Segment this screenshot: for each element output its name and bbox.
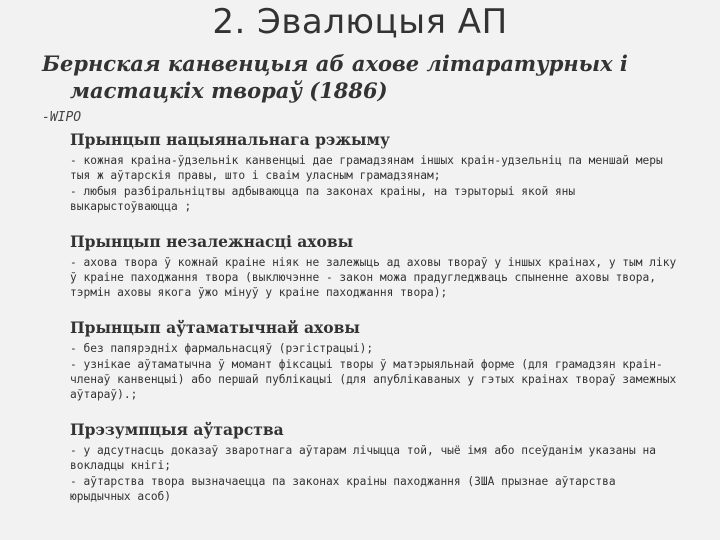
list-item: - кожная краіна-ўдзельнік канвенцыі дае грамадзянам іншых краін-удзельніц па меншай меры тыя ж аўтарскія правы, што і сваім уласным грамадзянам; — [70, 154, 663, 182]
list-item: - узнікае аўтаматычна ў момант фіксацыі творы ў матэрыяльнай форме (для грамадзян краін-членаў канвенцыі) або першай публікацыі (для апублікаваных у гэтых краінах твораў замежных аўтараў).; — [70, 358, 677, 401]
section-heading: Прынцып нацыянальнага рэжыму — [70, 130, 390, 149]
list-item: - любыя разбіральніцтвы адбываюцца па законах краіны, на тэрыторыі якой яны выкарыстоўваюцца ; — [70, 185, 576, 213]
list-item: - аўтарства твора вызначаецца па законах краіны паходжання (ЗША прызнае аўтарства юрыдычных асоб) — [70, 475, 616, 503]
section-national-treatment — [70, 130, 682, 215]
list-item: - у адсутнасць доказаў зваротнага аўтарам лічыцца той, чыё імя або псеўданім указаны на вокладцы кнігі; — [70, 444, 656, 472]
section-independence — [70, 232, 682, 301]
list-item: - без папярэдніх фармальнасцяў (рэгістрацыі); — [70, 342, 374, 355]
list-item: - ахова твора ў кожнай краіне ніяк не залежыць ад аховы твораў у іншых краінах, у тым ліку ў краіне паходжання твора (выключэнне - закон можа прадугледжваць спыненне аховы твора, тэрмін аховы якога ўжо мінуў у краіне паходжання твора); — [70, 256, 677, 299]
slide-title: 2. Эвалюцыя АП — [212, 2, 508, 42]
organization-label: -WIPO — [42, 110, 82, 125]
section-heading: Прынцып незалежнасці аховы — [70, 232, 354, 251]
section-heading: Прынцып аўтаматычнай аховы — [70, 318, 360, 337]
section-automatic-protection — [70, 318, 682, 403]
section-heading: Прэзумпцыя аўтарства — [70, 420, 284, 439]
section-presumption-authorship — [70, 420, 682, 505]
slide-subtitle: Бернская канвенцыя аб ахове літаратурных і мастацкіх твораў (1886) — [42, 51, 628, 103]
